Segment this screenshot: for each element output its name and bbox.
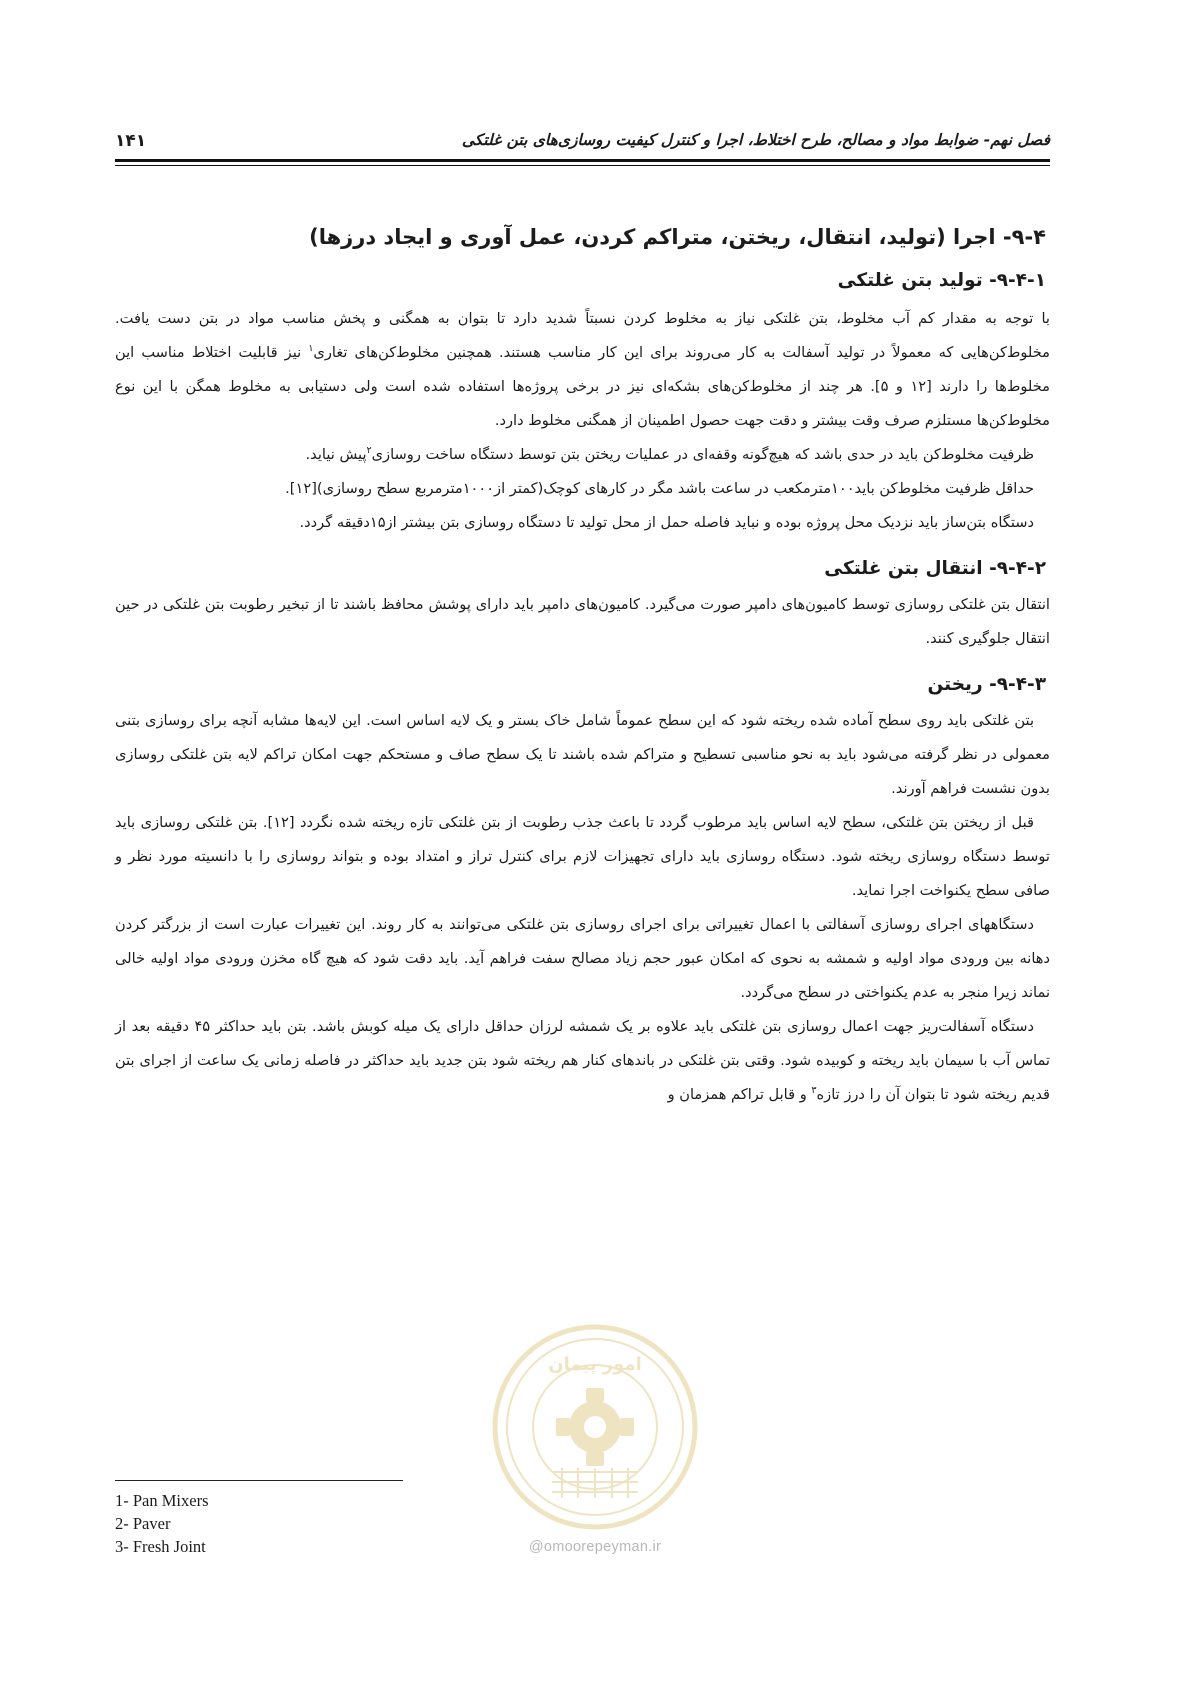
chapter-section-heading: ۹-۴- اجرا (تولید، انتقال، ریختن، متراکم کردن، عمل آوری و ایجاد درزها) (309, 225, 1046, 249)
footnote-ref-3: ۳ (811, 1085, 817, 1097)
running-title: فصل نهم- ضوابط مواد و مصالح، طرح اختلاط، اجرا و کنترل کیفیت روسازی‌های بتن غلتکی (461, 131, 1050, 149)
header-rule-thick (115, 159, 1050, 162)
footnote-1: 1- Pan Mixers (115, 1491, 209, 1510)
watermark-url: @omoorepeyman.ir (528, 1539, 662, 1555)
paragraph-text: پیش نیاید. (305, 446, 367, 463)
paragraph-placing-3: دستگاههای اجرای روسازی آسفالتی با اعمال تغییراتی برای اجرای روسازی بتن غلتکی می‌توانند به کار روند. این تغییرات عبارت است از بزرگتر کردن دهانه بین ورودی مواد اولیه و شمشه به نحوی که امکان عبور حجم زیاد مصالح سفت فراهم آید. باید دقت شود که هیچ گاه مخزن ورودی مواد اولیه خالی نماند زیرا منجر به عدم یکنواختی در سطح می‌گردد. (115, 916, 1050, 1001)
heading-transport: ۹-۴-۲- انتقال بتن غلتکی (824, 558, 1046, 579)
watermark-grid-icon (552, 1468, 638, 1498)
page-number: ۱۴۱ (115, 131, 147, 151)
paragraph-production-3: حداقل ظرفیت مخلوط‌کن باید۱۰۰مترمکعب در ساعت باشد مگر در کارهای کوچک(کمتر از۱۰۰۰مترمربع سطح روسازی)[۱۲]. (285, 480, 1034, 497)
watermark-seal (490, 1322, 700, 1532)
watermark-rings (495, 1327, 695, 1527)
paragraph-text: با توجه به مقدار کم آب مخلوط، بتن غلتکی نیاز به مخلوط کردن نسبتاً شدید دارد تا بتوان به همگنی و پخش مناسب مواد در بتن دست یافت. مخلوط‌کن‌هایی که معمولاً در تولید آسفالت به کار می‌روند برای این کار مناسب هستند. همچنین مخلوط‌کن‌های تغاری (115, 310, 1050, 361)
watermark-gear-icon (556, 1388, 634, 1466)
paragraph-text: و قابل تراکم همزمان و (667, 1086, 812, 1103)
paragraph-production-2 (115, 438, 1050, 472)
paragraph-placing-4 (115, 1010, 1050, 1112)
paragraph-placing-2: قبل از ریختن بتن غلتکی، سطح لایه اساس باید مرطوب گردد تا باعث جذب رطوبت از بتن غلتکی تازه ریخته شده نگردد [۱۲]. بتن غلتکی روسازی باید توسط دستگاه روسازی ریخته شود. دستگاه روسازی باید دارای تجهیزات لازم برای کنترل تراز و امتداد بوده و بتواند روسازی را با دانسیته مورد نظر و صافی سطح یکنواخت اجرا نماید. (115, 814, 1050, 899)
header-rule-thin (115, 165, 1050, 166)
paragraph-placing-1: بتن غلتکی باید روی سطح آماده شده ریخته شود که این سطح عموماً شامل خاک بستر و یک لایه اساس است. این لایه‌ها مشابه آنچه برای روسازی بتنی معمولی در نظر گرفته می‌شود باید به نحو مناسبی تسطیح و متراکم شده باشند تا یک سطح صاف و مستحکم جهت امکان تراکم لایه بتن غلتکی روسازی بدون نشست فراهم آورند. (115, 712, 1050, 797)
watermark-gear-hole (584, 1416, 606, 1438)
main-content (115, 222, 1050, 1112)
heading-placing: ۹-۴-۳- ریختن (927, 674, 1046, 695)
footnote-2: 2- Paver (115, 1514, 171, 1533)
footnote-ref-1: ۱ (308, 343, 314, 355)
paragraph-text: ظرفیت مخلوط‌کن باید در حدی باشد که هیچ‌گونه وقفه‌ای در عملیات ریختن بتن توسط دستگاه ساخت روسازی (371, 446, 1034, 463)
paragraph-production-1 (115, 302, 1050, 438)
watermark-seal-text: امور پیمان (548, 1354, 642, 1375)
footnote-rule (115, 1480, 403, 1481)
footnote-3: 3- Fresh Joint (115, 1537, 206, 1556)
paragraph-production-4: دستگاه بتن‌ساز باید نزدیک محل پروژه بوده و نباید فاصله حمل از محل تولید تا دستگاه روسازی بتن بیشتر از۱۵دقیقه گردد. (299, 514, 1034, 531)
paragraph-text: نیز قابلیت اختلاط مناسب این مخلوط‌ها را دارند [۱۲ و ۵]. هر چند از مخلوط‌کن‌های بشکه‌ای نیز در برخی پروژه‌ها استفاده شده است ولی دستیابی به مخلوط همگن با این نوع مخلوط‌کن‌ها مستلزم صرف وقت بیشتر و دقت جهت حصول اطمینان از همگنی مخلوط دارد. (115, 344, 1050, 429)
running-header (115, 131, 1050, 161)
paragraph-transport-1: انتقال بتن غلتکی روسازی توسط کامیون‌های دامپر صورت می‌گیرد. کامیون‌های دامپر باید دارای پوشش محافظ باشند تا از تبخیر رطوبت بتن غلتکی در حین انتقال جلوگیری کنند. (115, 596, 1050, 647)
heading-production: ۹-۴-۱- تولید بتن غلتکی (837, 270, 1046, 291)
paragraph-text: دستگاه آسفالت‌ریز جهت اعمال روسازی بتن غلتکی باید علاوه بر یک شمشه لرزان حداقل دارای یک میله کوبش باشد. بتن باید حداکثر ۴۵ دقیقه بعد از تماس آب با سیمان باید ریخته و کوبیده شود. وقتی بتن غلتکی در باندهای کنار هم ریخته شود بتن جدید باید حداکثر در فاصله زمانی یک ساعت از اجرای بتن قدیم ریخته شود تا بتوان آن را درز تازه (115, 1018, 1050, 1103)
footnote-ref-2: ۲ (366, 445, 372, 457)
